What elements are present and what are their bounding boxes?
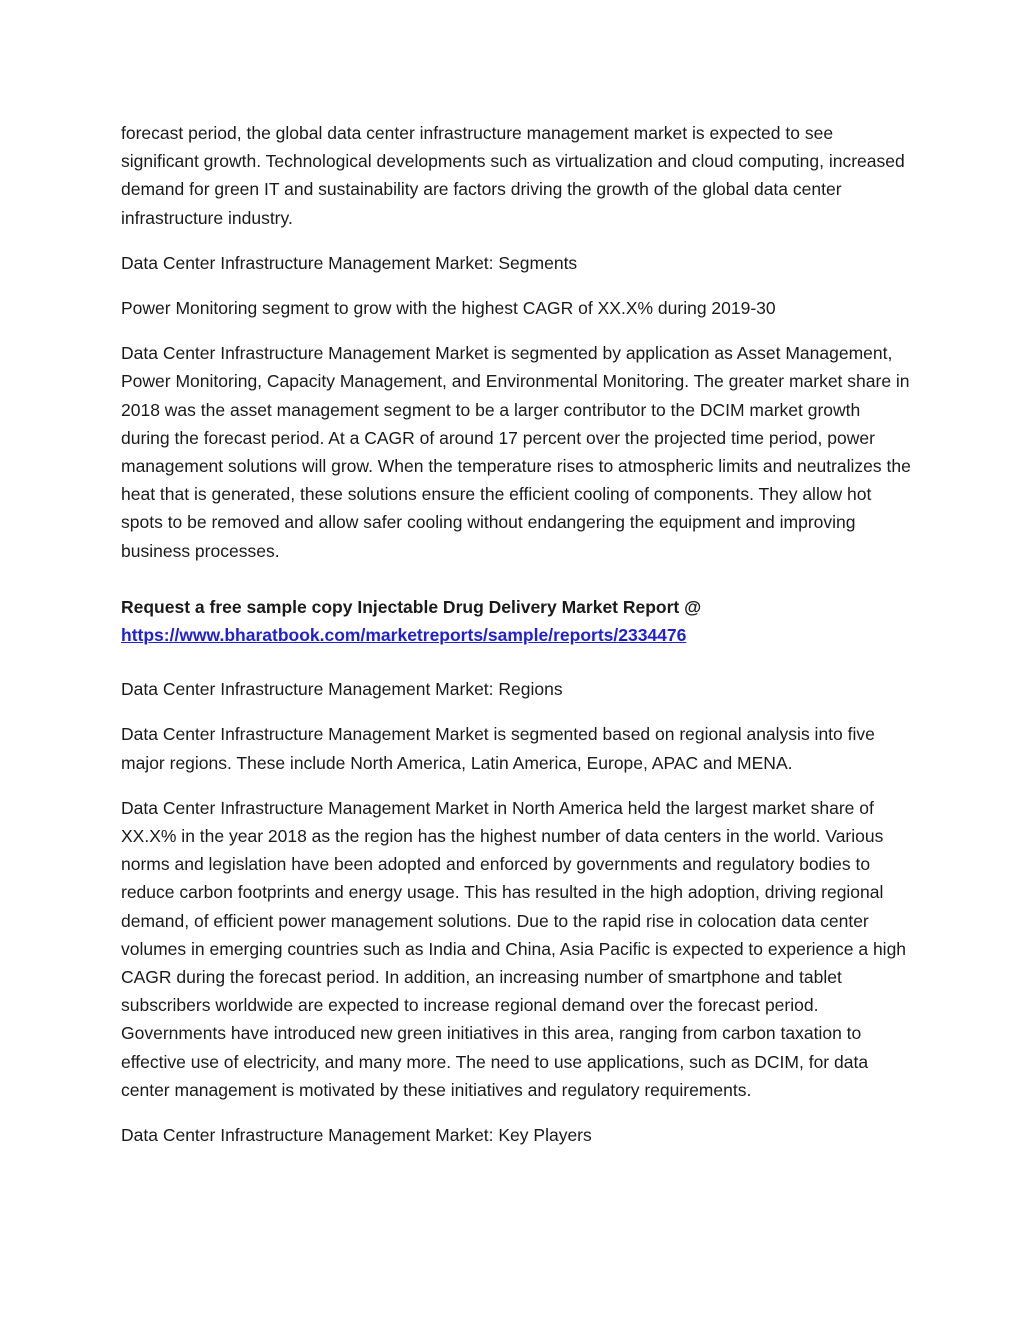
intro-paragraph: forecast period, the global data center infrastructure management market is expected to see significant growth. Technological developments such as virtualization and cloud computing, increased demand for green IT and sustainability are factors driving the growth of the global data center infrastructure industry. [121,123,905,228]
sample-request-block [121,593,911,649]
regions-paragraph-2: Data Center Infrastructure Management Market in North America held the largest market share of XX.X% in the year 2018 as the region has the highest number of data centers in the world. Various norms and legislation have been adopted and enforced by governments and regulatory bodies to reduce carbon footprints and energy usage. This has resulted in the high adoption, driving regional demand, of efficient power management solutions. Due to the rapid rise in colocation data center volumes in emerging countries such as India and China, Asia Pacific is expected to experience a high CAGR during the forecast period. In addition, an increasing number of smartphone and tablet subscribers worldwide are expected to increase regional demand over the forecast period. Governments have introduced new green initiatives in this area, ranging from carbon taxation to effective use of electricity, and many more. The need to use applications, such as DCIM, for data center management is motivated by these initiatives and regulatory requirements. [121,797,907,1100]
segments-paragraph: Data Center Infrastructure Management Market is segmented by application as Asset Management, Power Monitoring, Capacity Management, and Environmental Monitoring. The greater market share in 2018 was the asset management segment to be a larger contributor to the DCIM market growth during the forecast period. At a CAGR of around 17 percent over the projected time period, power management solutions will grow. When the temperature rises to atmospheric limits and neutralizes the heat that is generated, these solutions ensure the efficient cooling of components. They allow hot spots to be removed and allow safer cooling without endangering the equipment and improving business processes. [121,343,911,561]
key-players-heading: Data Center Infrastructure Management Market: Key Players [121,1125,592,1146]
segments-subheading: Power Monitoring segment to grow with the highest CAGR of XX.X% during 2019-30 [121,298,776,319]
segments-heading: Data Center Infrastructure Management Market: Segments [121,252,578,273]
regions-paragraph-1: Data Center Infrastructure Management Market is segmented based on regional analysis into five major regions. These include North America, Latin America, Europe, APAC and MENA. [121,724,875,773]
sample-request-link[interactable]: https://www.bharatbook.com/marketreports/sample/reports/2334476 [121,625,687,646]
sample-request-title: Request a free sample copy Injectable Drug Delivery Market Report @ [121,596,702,617]
document-page [121,119,911,1166]
regions-heading: Data Center Infrastructure Management Market: Regions [121,679,563,700]
